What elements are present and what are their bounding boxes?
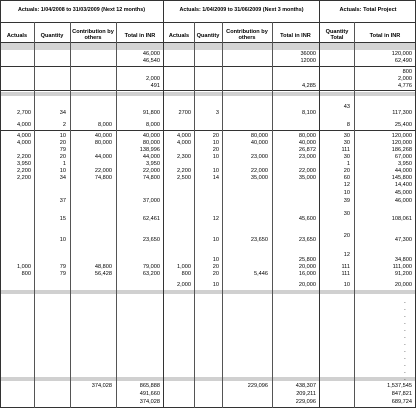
period1-header: Actuals: 1/04/2008 to 31/03/2009 (Next 12 months) <box>17 7 146 13</box>
cell-c2: 23,650 <box>250 237 268 243</box>
cell-c1: 44,000 <box>94 154 112 160</box>
cell-tot: 2,000 <box>398 76 412 82</box>
cell-t1: 3,950 <box>146 161 160 167</box>
col-contrib-1: Contribution by others <box>72 29 114 41</box>
cell-t1: 46,000 <box>142 51 160 57</box>
dash-mark: - <box>404 356 406 362</box>
cell-qt: 43 <box>343 104 350 110</box>
cell-tot: 847,821 <box>391 391 412 397</box>
cell-t1: 865,888 <box>139 383 160 389</box>
cell-tot: 1,537,545 <box>387 383 412 389</box>
cell-q2: 14 <box>212 175 219 181</box>
cell-qt: 30 <box>343 211 350 217</box>
dash-mark: - <box>404 349 406 355</box>
dash-mark: - <box>404 363 406 369</box>
cell-t2: 209,211 <box>296 391 316 397</box>
cell-t1: 491 <box>150 83 160 89</box>
cell-tot: 4,776 <box>398 83 412 89</box>
cell-c1: 80,000 <box>94 140 112 146</box>
cell-c2: 23,000 <box>250 154 268 160</box>
cell-a1: 1,000 <box>17 264 31 270</box>
dash-mark: - <box>404 335 406 341</box>
col-total-2: Total in INR <box>280 33 311 39</box>
cell-c2: 80,000 <box>250 133 268 139</box>
cell-t1: 37,000 <box>142 198 160 204</box>
cell-tot: 3,950 <box>398 161 412 167</box>
cell-q2: 3 <box>215 110 219 116</box>
cell-a2: 2,300 <box>177 154 191 160</box>
cell-q2: 20 <box>212 271 219 277</box>
cell-t2: 25,800 <box>298 257 316 263</box>
cell-a1: 3,950 <box>17 161 31 167</box>
cell-t1: 22,000 <box>142 168 160 174</box>
cell-a2: 800 <box>181 271 191 277</box>
cell-tot: 145,800 <box>391 175 412 181</box>
cell-qt: 20 <box>343 233 350 239</box>
cell-t2: 35,000 <box>298 175 316 181</box>
cell-qt: 12 <box>343 252 350 258</box>
cell-c2: 35,000 <box>250 175 268 181</box>
col-quantity-1: Quantity <box>40 33 64 39</box>
cell-tot: 67,000 <box>394 154 412 160</box>
cell-t2: 80,000 <box>298 133 316 139</box>
col-total-3: Total in INR <box>369 33 401 39</box>
cell-a1: 4,000 <box>17 122 31 128</box>
cell-t2: 22,000 <box>298 168 316 174</box>
col-total-1: Total in INR <box>124 33 156 39</box>
cell-qt: 111 <box>341 264 350 270</box>
cell-a2: 2,500 <box>177 175 191 181</box>
cell-t2: 26,872 <box>298 147 316 153</box>
period2-header: Actuals: 1/04/2009 to 31/06/2009 (Next 3 months) <box>179 7 304 13</box>
cell-tot: 47,300 <box>394 237 412 243</box>
cell-a1: 2,200 <box>17 175 31 181</box>
cell-q1: 1 <box>62 161 66 167</box>
cell-qt: 1 <box>346 161 350 167</box>
col-quantity-2: Quantity <box>196 33 220 39</box>
cell-t1: 63,200 <box>142 271 160 277</box>
dash-mark: - <box>404 328 406 334</box>
cell-c2: 22,000 <box>250 168 268 174</box>
cell-a2: 1,000 <box>177 264 191 270</box>
cell-c1: 56,428 <box>94 271 112 277</box>
cell-t2: 23,650 <box>298 237 316 243</box>
cell-qt: 12 <box>343 182 350 188</box>
cell-q1: 20 <box>59 154 66 160</box>
col-contrib-2: Contribution by others <box>226 29 268 41</box>
cell-a2: 2,200 <box>177 168 191 174</box>
cell-q1: 37 <box>59 198 66 204</box>
cell-tot: 120,000 <box>391 133 412 139</box>
cell-tot: 46,000 <box>394 198 412 204</box>
cell-q1: 20 <box>59 140 66 146</box>
cell-a2: 2,000 <box>177 282 191 288</box>
cell-q2: 20 <box>212 264 219 270</box>
col-quantity-total: Quantity Total <box>325 29 349 41</box>
cell-a1: 2,200 <box>17 168 31 174</box>
cell-tot: 117,300 <box>392 110 412 116</box>
cell-qt: 8 <box>346 122 350 128</box>
cell-a2: 4,000 <box>177 140 191 146</box>
cell-t2: 4,285 <box>302 83 316 89</box>
cell-t2: 438,307 <box>295 383 316 389</box>
dash-mark: - <box>404 377 406 383</box>
cell-t2: 12000 <box>300 58 316 64</box>
cell-tot: 25,400 <box>394 122 412 128</box>
cell-tot: 45,000 <box>394 190 412 196</box>
cell-a1: 2,700 <box>17 110 31 116</box>
cell-qt: 30 <box>343 140 350 146</box>
cell-q1: 15 <box>59 216 66 222</box>
cell-q2: 20 <box>212 133 219 139</box>
cell-t1: 8,000 <box>146 122 160 128</box>
cell-q1: 10 <box>59 237 66 243</box>
cell-c1: 22,000 <box>94 168 112 174</box>
cell-qt: 10 <box>343 190 350 196</box>
cell-q1: 2 <box>62 122 66 128</box>
cell-a1: 4,000 <box>17 140 31 146</box>
cell-q2: 10 <box>212 257 219 263</box>
cell-tot: 120,000 <box>391 140 412 146</box>
cell-c1: 374,028 <box>91 383 112 389</box>
cell-t2: 16,000 <box>298 271 316 277</box>
cell-q1: 10 <box>59 168 66 174</box>
cell-t2: 40,000 <box>298 140 316 146</box>
cell-t1: 40,000 <box>142 133 160 139</box>
cell-a1: 4,000 <box>17 133 31 139</box>
col-actuals-2: Actuals <box>168 33 190 39</box>
cell-t2: 23,000 <box>298 154 316 160</box>
col-actuals-1: Actuals <box>6 33 28 39</box>
cell-tot: 62,490 <box>394 58 412 64</box>
cell-qt: 20 <box>343 168 350 174</box>
cell-tot: 20,000 <box>394 282 412 288</box>
cell-q1: 10 <box>59 133 66 139</box>
cell-t1: 44,000 <box>142 154 160 160</box>
cell-tot: 14,400 <box>394 182 412 188</box>
cell-tot: 800 <box>402 69 412 75</box>
cell-q2: 10 <box>212 154 219 160</box>
cell-a1: 800 <box>21 271 31 277</box>
cell-c1: 40,000 <box>94 133 112 139</box>
cell-a2: 4,000 <box>177 133 191 139</box>
cell-t2: 45,600 <box>298 216 316 222</box>
cell-t1: 79,000 <box>142 264 160 270</box>
cell-tot: 689,724 <box>391 399 412 405</box>
cell-tot: 91,200 <box>394 271 412 277</box>
cell-q1: 79 <box>59 271 66 277</box>
cell-a1: 2,200 <box>17 154 31 160</box>
cell-t2: 229,096 <box>295 399 316 405</box>
cell-q1: 34 <box>59 110 66 116</box>
cell-t2: 20,000 <box>298 282 316 288</box>
cell-q1: 34 <box>59 175 66 181</box>
cell-qt: 10 <box>343 282 350 288</box>
cell-tot: 44,000 <box>394 168 412 174</box>
cell-q2: 12 <box>212 216 219 222</box>
cell-qt: 111 <box>341 271 350 277</box>
cell-t1: 138,996 <box>139 147 160 153</box>
cell-q2: 10 <box>212 237 219 243</box>
dash-mark: - <box>404 300 406 306</box>
cell-t1: 74,800 <box>142 175 160 181</box>
cell-q2: 10 <box>212 168 219 174</box>
cell-t1: 374,028 <box>139 399 160 405</box>
cell-t1: 46,540 <box>142 58 160 64</box>
cell-tot: 186,268 <box>391 147 412 153</box>
dash-mark: - <box>404 314 406 320</box>
cell-qt: 111 <box>341 147 350 153</box>
dash-mark: - <box>404 370 406 376</box>
cell-t2: 36000 <box>300 51 316 57</box>
cell-q2: 10 <box>212 140 219 146</box>
cell-c2: 229,096 <box>247 383 268 389</box>
cell-qt: 30 <box>343 154 350 160</box>
dash-mark: - <box>404 307 406 313</box>
cell-t1: 91,800 <box>142 110 160 116</box>
cell-qt: 39 <box>343 198 350 204</box>
dash-mark: - <box>404 321 406 327</box>
cell-tot: 108,061 <box>391 216 412 222</box>
cell-qt: 60 <box>343 175 350 181</box>
cell-q2: 20 <box>212 147 219 153</box>
cell-q1: 79 <box>59 264 66 270</box>
cell-c1: 48,800 <box>94 264 112 270</box>
cell-t1: 2,000 <box>146 76 160 82</box>
cell-tot: 111,000 <box>392 264 412 270</box>
cell-t1: 62,461 <box>142 216 160 222</box>
period3-header: Actuals: Total Project <box>339 7 397 13</box>
cell-tot: 120,000 <box>391 51 412 57</box>
cell-a2: 2700 <box>178 110 191 116</box>
cell-q1: 79 <box>59 147 66 153</box>
cell-c2: 40,000 <box>250 140 268 146</box>
cell-c1: 8,000 <box>98 122 112 128</box>
cell-c1: 74,800 <box>94 175 112 181</box>
cell-t1: 80,000 <box>142 140 160 146</box>
cell-t2: 20,000 <box>298 264 316 270</box>
cell-q2: 10 <box>212 282 219 288</box>
cell-qt: 30 <box>343 133 350 139</box>
cell-tot: 34,800 <box>394 257 412 263</box>
cell-t1: 491,660 <box>139 391 160 397</box>
dash-mark: - <box>404 342 406 348</box>
cell-c2: 5,446 <box>254 271 268 277</box>
cell-t2: 8,100 <box>302 110 316 116</box>
cell-t1: 23,650 <box>142 237 160 243</box>
